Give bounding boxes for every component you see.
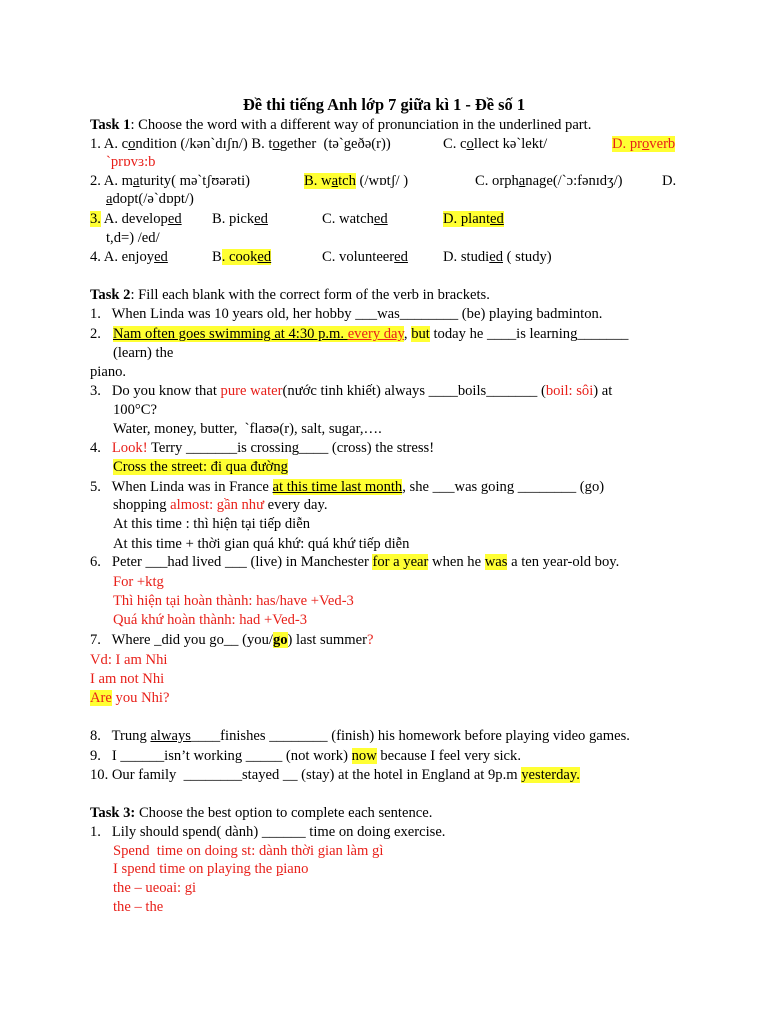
task2-q6: 6. Peter ___had lived ___ (live) in Manchester for a year when he was a ten year-old boy.: [90, 554, 620, 570]
task2-instruction: : Fill each blank with the correct form of the verb in brackets.: [130, 287, 490, 303]
task1-heading: Task 1: [90, 117, 131, 133]
task2-q5: 5. When Linda was in France at this time last month, she ___was going ________ (go): [90, 479, 605, 495]
task2-heading: Task 2: [90, 287, 131, 303]
task3-note4: the – the: [113, 899, 164, 915]
page-title: Đề thi tiếng Anh lớp 7 giữa kì 1 - Đề số 1: [242, 95, 526, 114]
task2-q10: 10. Our family ________stayed __ (stay) at the hotel in England at 9p.m yesterday.: [90, 767, 580, 783]
task2-heading-line: [90, 286, 490, 304]
task2-q3-cont: 100°C?: [113, 402, 157, 418]
task2-q2-cont2: piano.: [90, 364, 127, 380]
example-line-2: I am not Nhi: [90, 671, 165, 687]
task1-q1-option-c: C. collect kə`lekt/: [443, 136, 548, 152]
task3-heading-line: [90, 804, 432, 822]
task1-q3-option-c: C. watched: [322, 211, 388, 227]
task1-q2: 2. A. maturity( mə`tʃʊərəti): [90, 173, 250, 189]
task2-q7: 7. Where _did you go__ (you/go) last summer?: [90, 632, 374, 648]
task2-q4: 4. Look! Terry _______is crossing____ (cross) the stress!: [90, 440, 435, 456]
task2-q5-cont: shopping almost: gần như every day.: [113, 497, 328, 513]
task1-q1-pronunciation: `prɒvɜ:b: [106, 154, 156, 170]
task2-q3: 3. Do you know that pure water(nước tinh khiết) always ____boils_______ (boil: sôi) at: [90, 383, 613, 399]
task1-q3-option-b: B. picked: [212, 211, 268, 227]
task1-q4: 4. A. enjoyed: [90, 249, 168, 265]
task2-q9: 9. I ______isn’t working _____ (not work) now because I feel very sick.: [90, 748, 521, 764]
task3-note2: I spend time on playing the piano: [113, 861, 309, 877]
task1-q3: 3. A. developed: [90, 211, 182, 227]
task3-note3: the – ueoai: gi: [113, 880, 197, 896]
task1-q2-option-d-word: adopt(/ə`dɒpt/): [106, 191, 194, 207]
task2-q2: Nam often goes swimming at 4:30 p.m. every day, but today he ____is learning_______: [113, 326, 629, 342]
task1-q4-option-c: C. volunteered: [322, 249, 408, 265]
task1-instruction: : Choose the word with a different way of pronunciation in the underlined part.: [130, 117, 592, 133]
task1-q1-option-d: D. proverb: [612, 136, 676, 152]
task2-q5-note1: At this time : thì hiện tại tiếp diễn: [113, 516, 310, 532]
task3-heading: Task 3:: [90, 805, 136, 821]
task2-q4-note: Cross the street: đi qua đường: [113, 459, 288, 475]
task1-q2-option-c: C. orphanage(/`ɔ:fənɪdʒ/): [475, 173, 623, 189]
example-line-3: Are you Nhi?: [90, 690, 170, 706]
task1-q2-option-b: B. watch (/wɒtʃ/ ): [304, 173, 409, 189]
task1-q4-option-d: D. studied ( study): [443, 249, 552, 265]
task1-q1: 1. A. condition (/kən`dɪʃn/) B. together (tə`geðə(r)): [90, 136, 391, 152]
task1-q4-option-b: B. cooked: [212, 249, 272, 265]
task2-q1: 1. When Linda was 10 years old, her hobby ___was________ (be) playing badminton.: [90, 306, 603, 322]
example-line-1: Vd: I am Nhi: [90, 652, 168, 668]
task2-q2-cont: (learn) the: [113, 345, 174, 361]
task1-heading-line: [90, 116, 591, 134]
task2-q6-note3: Quá khứ hoàn thành: had +Ved-3: [113, 612, 308, 628]
task3-q1: 1. Lily should spend( dành) ______ time on doing exercise.: [90, 824, 446, 840]
task1-q3-option-d: D. planted: [443, 211, 504, 227]
task2-q3-note: Water, money, butter, `flaʊə(r), salt, sugar,….: [113, 421, 382, 437]
task2-q6-note1: For +ktg: [113, 574, 164, 590]
task1-q2-option-d: D.: [662, 173, 677, 189]
task2-q2-num: 2.: [90, 326, 101, 342]
task3-instruction: Choose the best option to complete each sentence.: [135, 805, 433, 821]
task2-q6-note2: Thì hiện tại hoàn thành: has/have +Ved-3: [113, 593, 354, 609]
task1-q3-note: t,d=) /ed/: [106, 230, 160, 246]
task3-note1: Spend time on doing st: dành thời gian làm gì: [113, 843, 384, 859]
task2-q5-note2: At this time + thời gian quá khứ: quá khứ tiếp diễn: [113, 536, 410, 552]
task2-q8: 8. Trung always____finishes ________ (finish) his homework before playing video games.: [90, 728, 630, 744]
